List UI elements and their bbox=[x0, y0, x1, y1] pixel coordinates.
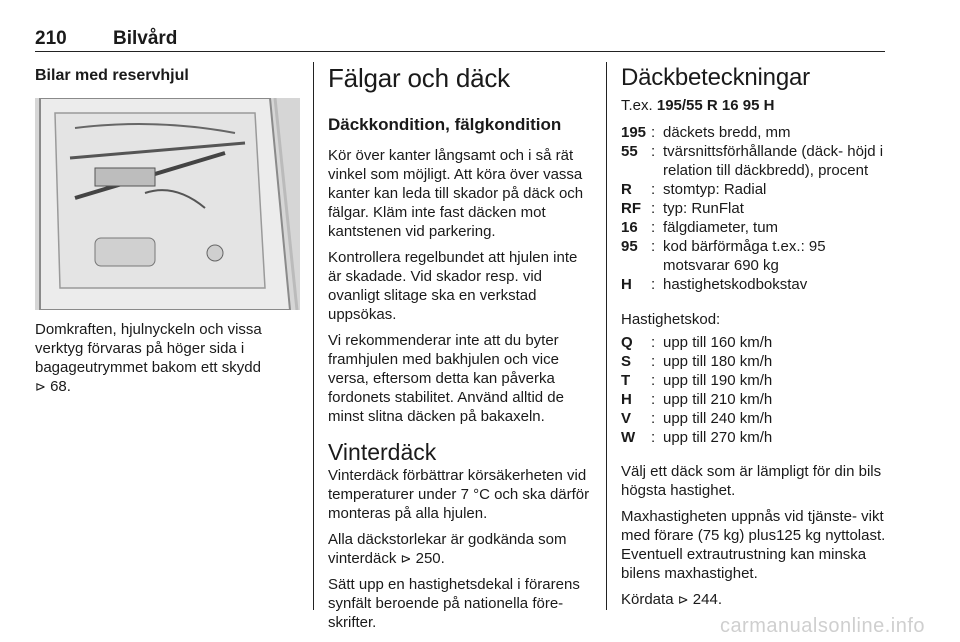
page-ref-arrow-icon: ⊳ bbox=[35, 379, 46, 394]
chapter-title: Bilvård bbox=[113, 28, 178, 49]
code-description: tvärsnittsförhållande (däck- höjd i relation till däckbredd), procent bbox=[663, 143, 884, 179]
designation-code-list bbox=[621, 123, 886, 294]
code-description: upp till 160 km/h bbox=[663, 334, 773, 351]
colon-separator: : bbox=[651, 181, 656, 198]
subsection-tyre-condition: Däckkondition, fälgkondition bbox=[328, 115, 562, 134]
definition-row bbox=[621, 180, 886, 199]
paragraph-inspection: Kontrollera regelbundet att hjulen inte är skadade. Vid skador resp. vid ovanligt slitage ska en verkstad uppsökas. bbox=[328, 249, 578, 323]
code-key: R bbox=[621, 181, 632, 198]
colon-separator: : bbox=[651, 238, 656, 255]
colon-separator: : bbox=[651, 276, 656, 293]
code-key: V bbox=[621, 410, 632, 427]
colon-separator: : bbox=[651, 372, 656, 389]
section-title-tyre-designations: Däckbeteckningar bbox=[621, 64, 810, 91]
code-description: upp till 270 km/h bbox=[663, 429, 773, 446]
section-heading-spare-wheel: Bilar med reservhjul bbox=[35, 67, 189, 84]
column-divider-2 bbox=[606, 62, 607, 610]
column-3 bbox=[621, 62, 886, 609]
code-description: däckets bredd, mm bbox=[663, 124, 791, 141]
winter-sizes-page-ref[interactable]: 250. bbox=[411, 550, 445, 567]
definition-row bbox=[621, 390, 886, 409]
header-rule bbox=[35, 51, 885, 52]
definition-row bbox=[621, 371, 886, 390]
column-divider-1 bbox=[313, 62, 314, 610]
definition-row bbox=[621, 142, 886, 180]
code-description: hastighetskodbokstav bbox=[663, 276, 808, 293]
paragraph-rotation: Vi rekommenderar inte att du byter framhjulen med bakhjulen och vice versa, eftersom detta kan påverka fordonets stabilitet. Använd alltid de minst slitna däcken på bakaxeln. bbox=[328, 332, 564, 425]
code-description: fälgdiameter, tum bbox=[663, 219, 779, 236]
code-key: H bbox=[621, 391, 632, 408]
trunk-tools-illustration bbox=[35, 98, 300, 310]
code-description: upp till 180 km/h bbox=[663, 353, 773, 370]
definition-row bbox=[621, 123, 886, 142]
column-1 bbox=[35, 62, 300, 396]
code-description: upp till 190 km/h bbox=[663, 372, 773, 389]
speed-code-list bbox=[621, 333, 886, 447]
code-key: T bbox=[621, 372, 631, 389]
page-header bbox=[35, 26, 885, 50]
code-key: S bbox=[621, 353, 632, 370]
paragraph-winter-sizes bbox=[328, 530, 593, 568]
colon-separator: : bbox=[651, 143, 656, 160]
code-key: RF bbox=[621, 200, 641, 217]
example-prefix: T.ex. bbox=[621, 97, 657, 114]
definition-row bbox=[621, 199, 886, 218]
paragraph-winter-safety: Vinterdäck förbättrar körsäkerheten vid temperaturer under 7 °C och ska därför monteras på alla hjulen. bbox=[328, 467, 590, 522]
code-key: 195 bbox=[621, 124, 647, 141]
paragraph-kordata bbox=[621, 590, 886, 609]
code-description: upp till 240 km/h bbox=[663, 410, 773, 427]
code-description: stomtyp: Radial bbox=[663, 181, 767, 198]
winter-sizes-text: Alla däckstorlekar är godkända som vinterdäck bbox=[328, 531, 567, 567]
page-ref-arrow-icon: ⊳ bbox=[677, 592, 689, 607]
speed-code-heading: Hastighetskod: bbox=[621, 311, 721, 328]
code-key: Q bbox=[621, 334, 633, 351]
code-key: 95 bbox=[621, 238, 638, 255]
section-title-winter-tyres: Vinterdäck bbox=[328, 439, 437, 465]
definition-row bbox=[621, 428, 886, 447]
paragraph-kerbs: Kör över kanter långsamt och i så rät vinkel som möjligt. Att köra över vassa kanter kan leda till skador på däck och fälgar. Kläm inte fast däcken mot kantstenen vid parkering. bbox=[328, 147, 584, 240]
caption-text: Domkraften, hjulnyckeln och vissa verktyg förvaras på höger sida i bagageutrymmet bakom ett skydd bbox=[35, 321, 262, 376]
section-title-rims-tyres: Fälgar och däck bbox=[328, 63, 510, 93]
example-designation bbox=[621, 96, 886, 115]
code-key: H bbox=[621, 276, 632, 293]
code-key: 55 bbox=[621, 143, 638, 160]
page-number: 210 bbox=[35, 28, 67, 49]
code-key: 16 bbox=[621, 219, 638, 236]
colon-separator: : bbox=[651, 391, 656, 408]
paragraph-tyre-choice: Välj ett däck som är lämpligt för din bils högsta hastighet. bbox=[621, 463, 882, 499]
colon-separator: : bbox=[651, 124, 656, 141]
definition-row bbox=[621, 409, 886, 428]
code-description: upp till 210 km/h bbox=[663, 391, 773, 408]
colon-separator: : bbox=[651, 410, 656, 427]
definition-row bbox=[621, 352, 886, 371]
paragraph-speed-sticker: Sätt upp en hastighetsdekal i förarens synfält beroende på nationella före- skrifter. bbox=[328, 576, 580, 631]
watermark: carmanualsonline.info bbox=[719, 615, 925, 637]
colon-separator: : bbox=[651, 353, 656, 370]
definition-row bbox=[621, 218, 886, 237]
colon-separator: : bbox=[651, 429, 656, 446]
caption-page-ref[interactable]: 68. bbox=[45, 378, 71, 395]
kordata-page-ref[interactable]: 244. bbox=[688, 591, 722, 608]
column-2 bbox=[328, 62, 593, 632]
colon-separator: : bbox=[651, 200, 656, 217]
definition-row bbox=[621, 275, 886, 294]
definition-row bbox=[621, 333, 886, 352]
code-key: W bbox=[621, 429, 636, 446]
kordata-text: Kördata bbox=[621, 591, 678, 608]
paragraph-max-speed: Maxhastigheten uppnås vid tjänste- vikt med förare (75 kg) plus125 kg nyttolast. Eventuell extrautrustning kan minska bilens maxhastighet. bbox=[621, 508, 886, 582]
page-ref-arrow-icon: ⊳ bbox=[400, 551, 412, 566]
example-value: 195/55 R 16 95 H bbox=[656, 97, 775, 114]
trunk-illustration-svg bbox=[35, 98, 300, 310]
illustration-caption bbox=[35, 320, 300, 396]
code-description: typ: RunFlat bbox=[663, 200, 744, 217]
definition-row bbox=[621, 237, 886, 275]
colon-separator: : bbox=[651, 219, 656, 236]
code-description: kod bärförmåga t.ex.: 95 motsvarar 690 kg bbox=[663, 238, 826, 274]
colon-separator: : bbox=[651, 334, 656, 351]
